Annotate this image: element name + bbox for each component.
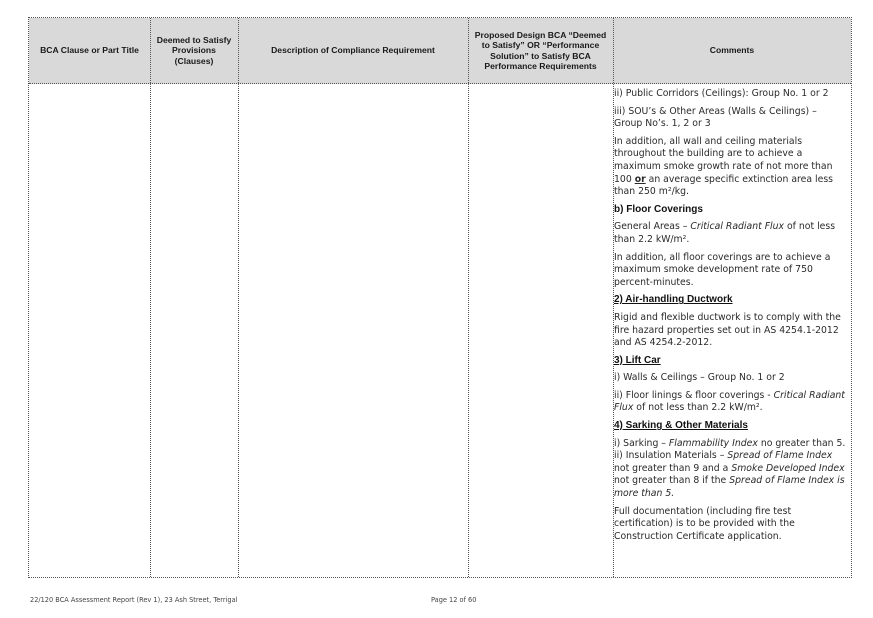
compliance-table	[28, 17, 852, 578]
comment-ductwork: Rigid and flexible ductwork is to comply with the fire hazard properties set out in AS 4254.1-2012 and AS 4254.2-2012.	[614, 311, 841, 349]
comment-sou-areas: iii) SOU’s & Other Areas (Walls & Ceilings) – Group No’s. 1, 2 or 3	[614, 105, 817, 130]
heading-sarking: 4) Sarking & Other Materials	[614, 420, 748, 432]
footer-page-number: Page 12 of 60	[431, 596, 477, 604]
comment-general-areas: General Areas – Critical Radiant Flux of not less than 2.2 kW/m².	[614, 221, 836, 245]
header-proposed-design: Proposed Design BCA “Deemed to Satisfy” OR “Performance Solution” to Satisfy BCA Performance Requirements	[474, 29, 607, 71]
heading-lift-car: 3) Lift Car	[614, 354, 661, 366]
comment-public-corridors: ii) Public Corridors (Ceilings): Group No. 1 or 2	[614, 88, 829, 99]
comment-floor-smoke: In addition, all floor coverings are to achieve a maximum smoke development rate of 750 percent-minutes.	[614, 251, 831, 288]
column-divider	[468, 18, 469, 577]
heading-air-handling: 2) Air-handling Ductwork	[614, 294, 733, 306]
heading-floor-coverings: b) Floor Coverings	[614, 203, 703, 215]
comment-lift-walls: i) Walls & Ceilings – Group No. 1 or 2	[614, 372, 785, 384]
comment-smoke-growth: In addition, all wall and ceiling materials throughout the building are to achieve a maximum smoke growth rate of not more than 100 or an average specific extinction area less than 250 m²/kg.	[614, 135, 834, 198]
header-bca-clause: BCA Clause or Part Title	[40, 45, 139, 56]
comment-documentation: Full documentation (including fire test certification) is to be provided with the Construction Certificate application.	[614, 505, 795, 542]
comment-sarking: i) Sarking – Flammability Index no greater than 5.	[614, 437, 846, 449]
column-divider	[238, 18, 239, 577]
comments-cell	[614, 88, 846, 548]
comment-insulation: ii) Insulation Materials – Spread of Flame Index not greater than 9 and a Smoke Developed Index not greater than 8 if the Spread of Flame Index is more than 5.	[614, 450, 845, 500]
footer-report-title: 22/120 BCA Assessment Report (Rev 1), 23 Ash Street, Terrigal	[30, 596, 238, 604]
table-header-row	[29, 18, 851, 84]
header-comments: Comments	[709, 45, 755, 56]
header-dts-provisions: Deemed to Satisfy Provisions (Clauses)	[156, 34, 232, 66]
header-description: Description of Compliance Requirement	[271, 45, 435, 56]
column-divider	[150, 18, 151, 577]
comment-lift-floor: ii) Floor linings & floor coverings - Critical Radiant Flux of not less than 2.2 kW/m².	[614, 389, 845, 414]
